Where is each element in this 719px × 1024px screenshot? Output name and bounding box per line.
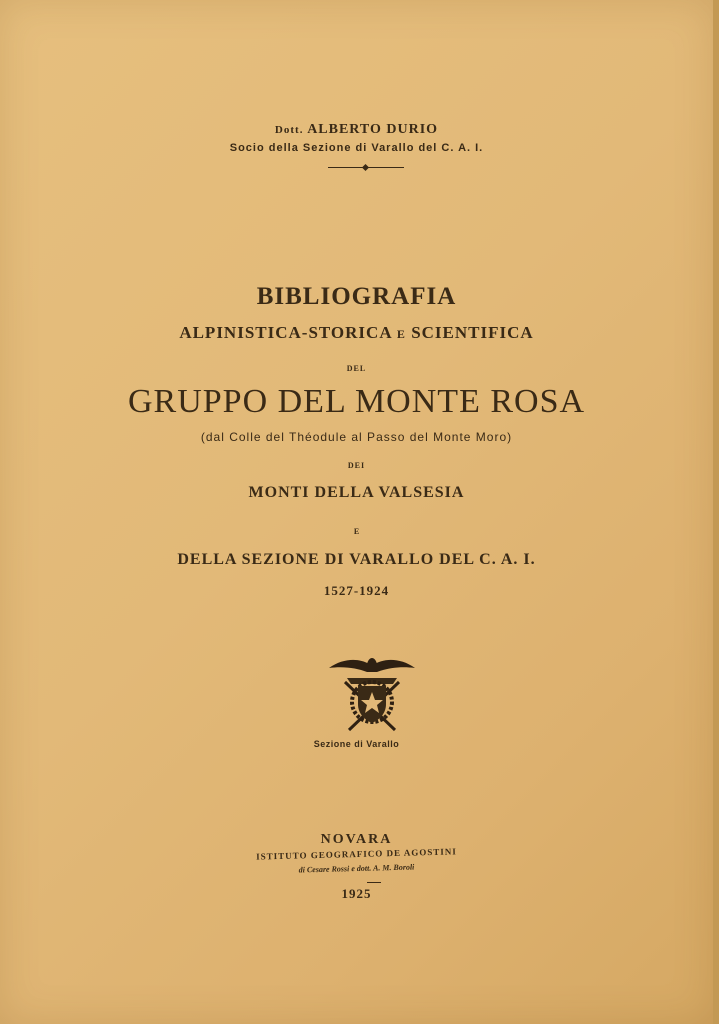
author-membership: Socio della Sezione di Varallo del C. A. I. xyxy=(229,142,484,154)
title-line-2-conj: E xyxy=(396,327,406,341)
emblem-caption: Sezione di Varallo xyxy=(313,739,400,749)
publication-year: 1925 xyxy=(341,886,372,901)
year-range: 1527-1924 xyxy=(323,583,390,598)
imprint-city: NOVARA xyxy=(320,832,393,847)
book-spine-edge xyxy=(713,0,719,1024)
cai-eagle-crest-icon xyxy=(325,652,419,736)
imprint-publisher: ISTITUTO GEOGRAFICO DE AGOSTINI xyxy=(256,846,457,862)
imprint-rule xyxy=(367,882,381,883)
connector-del: DEL xyxy=(346,364,367,373)
ornament-dot xyxy=(362,164,369,171)
title-line-4: MONTI DELLA VALSESIA xyxy=(248,484,465,501)
connector-dei: DEI xyxy=(347,461,366,470)
author-name xyxy=(0,122,713,138)
title-line-1: BIBLIOGRAFIA xyxy=(256,283,457,310)
title-line-2b: SCIENTIFICA xyxy=(411,323,534,342)
title-line-2 xyxy=(0,323,713,343)
author-fullname: ALBERTO DURIO xyxy=(307,122,439,137)
connector-e: E xyxy=(353,527,360,536)
title-line-5: DELLA SEZIONE DI VARALLO DEL C. A. I. xyxy=(177,551,536,568)
main-title: GRUPPO DEL MONTE ROSA xyxy=(127,383,586,420)
author-title: Dott. xyxy=(274,124,304,136)
imprint-printers: di Cesare Rossi e dott. A. M. Boroli xyxy=(298,862,415,875)
subtitle: (dal Colle del Théodule al Passo del Monte Moro) xyxy=(200,430,513,444)
title-line-2a: ALPINISTICA-STORICA xyxy=(179,323,392,342)
